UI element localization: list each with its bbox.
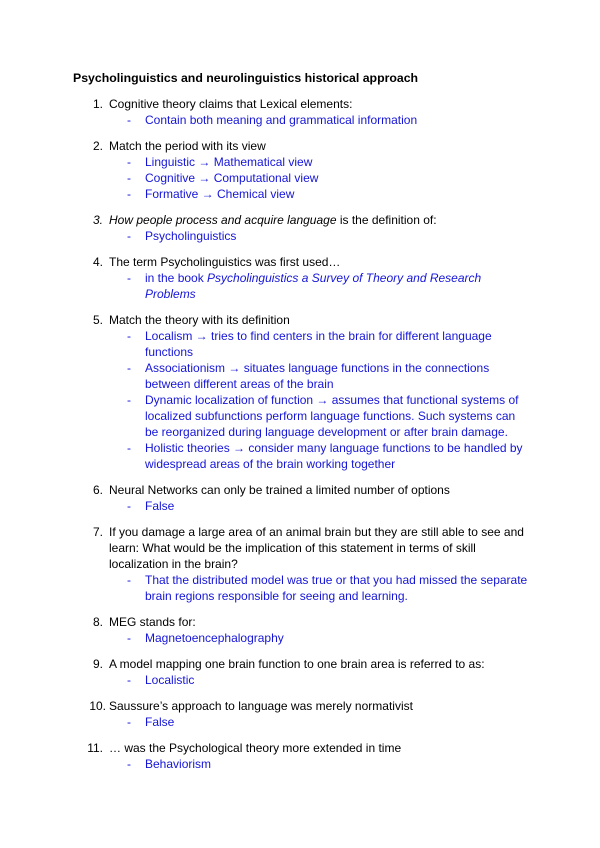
answer-text: False [145, 715, 175, 729]
question-text: Match the theory with its definition [109, 313, 290, 327]
answer-text [145, 270, 530, 302]
answer-text: Linguistic → Mathematical view [145, 155, 313, 169]
bullet-dash: - [127, 499, 131, 513]
bullet-dash: - [127, 229, 131, 243]
bullet-dash: - [127, 573, 131, 587]
answer-text: False [145, 499, 175, 513]
question-text-italic: How people process and acquire language [109, 213, 337, 227]
question-number: 9. [92, 657, 103, 671]
answer-text: Magnetoencephalography [145, 631, 284, 645]
answer-text: Contain both meaning and grammatical information [145, 113, 418, 127]
answer-text: Cognitive → Computational view [145, 171, 319, 185]
answer-text: Associationism → situates language functions in the connections between different areas of the brain [145, 361, 490, 391]
answer-text: Formative → Chemical view [145, 187, 295, 201]
question-text-rest: is the definition of: [336, 213, 437, 227]
bullet-dash: - [127, 631, 131, 645]
question-number: 10. [89, 699, 106, 713]
bullet-dash: - [127, 715, 131, 729]
bullet-dash: - [127, 441, 131, 455]
answer-text: Psycholinguistics [145, 229, 237, 243]
question-text: A model mapping one brain function to one brain area is referred to as: [109, 657, 485, 671]
answer-text: Dynamic localization of function → assumes that functional systems of localized subfunctions perform language functions. Such systems can be reorganized during language development or after brain damage. [145, 393, 519, 439]
bullet-dash: - [127, 155, 131, 169]
bullet-dash: - [127, 187, 131, 201]
question-number: 3. [92, 213, 103, 227]
answer-prefix: in the book [145, 271, 208, 285]
question-number: 6. [92, 483, 103, 497]
bullet-dash: - [127, 329, 131, 343]
question-text [109, 212, 529, 228]
question-text: Saussure’s approach to language was merely normativist [109, 699, 413, 713]
page-title: Psycholinguistics and neurolinguistics historical approach [73, 71, 419, 85]
answer-text: That the distributed model was true or that you had missed the separate brain regions responsible for seeing and learning. [145, 573, 528, 603]
answer-text: Holistic theories → consider many language functions to be handled by widespread areas of the brain working together [145, 441, 523, 471]
question-text: Cognitive theory claims that Lexical elements: [109, 97, 353, 111]
question-text: … was the Psychological theory more extended in time [109, 741, 402, 755]
question-number: 11. [87, 741, 103, 755]
bullet-dash: - [127, 361, 131, 375]
question-number: 7. [92, 525, 103, 539]
question-number: 2. [92, 139, 103, 153]
book-title: Psycholinguistics a Survey of Theory and Research Problems [145, 271, 482, 301]
bullet-dash: - [127, 757, 131, 771]
question-text: Match the period with its view [109, 139, 266, 153]
answer-text: Localistic [145, 673, 195, 687]
question-number: 1. [92, 97, 103, 111]
bullet-dash: - [127, 171, 131, 185]
answer-text: Localism → tries to find centers in the brain for different language functions [145, 329, 492, 359]
question-number: 4. [92, 255, 103, 269]
bullet-dash: - [127, 393, 131, 407]
answer-text: Behaviorism [145, 757, 212, 771]
question-text: Neural Networks can only be trained a limited number of options [109, 483, 450, 497]
bullet-dash: - [127, 113, 131, 127]
question-number: 8. [92, 615, 103, 629]
question-number: 5. [92, 313, 103, 327]
question-text: If you damage a large area of an animal brain but they are still able to see and learn: What would be the implication of this statement in terms of skill localization in the brain? [109, 525, 524, 571]
question-text: MEG stands for: [109, 615, 196, 629]
bullet-dash: - [127, 673, 131, 687]
question-text: The term Psycholinguistics was first used… [109, 255, 341, 269]
bullet-dash: - [127, 271, 131, 285]
